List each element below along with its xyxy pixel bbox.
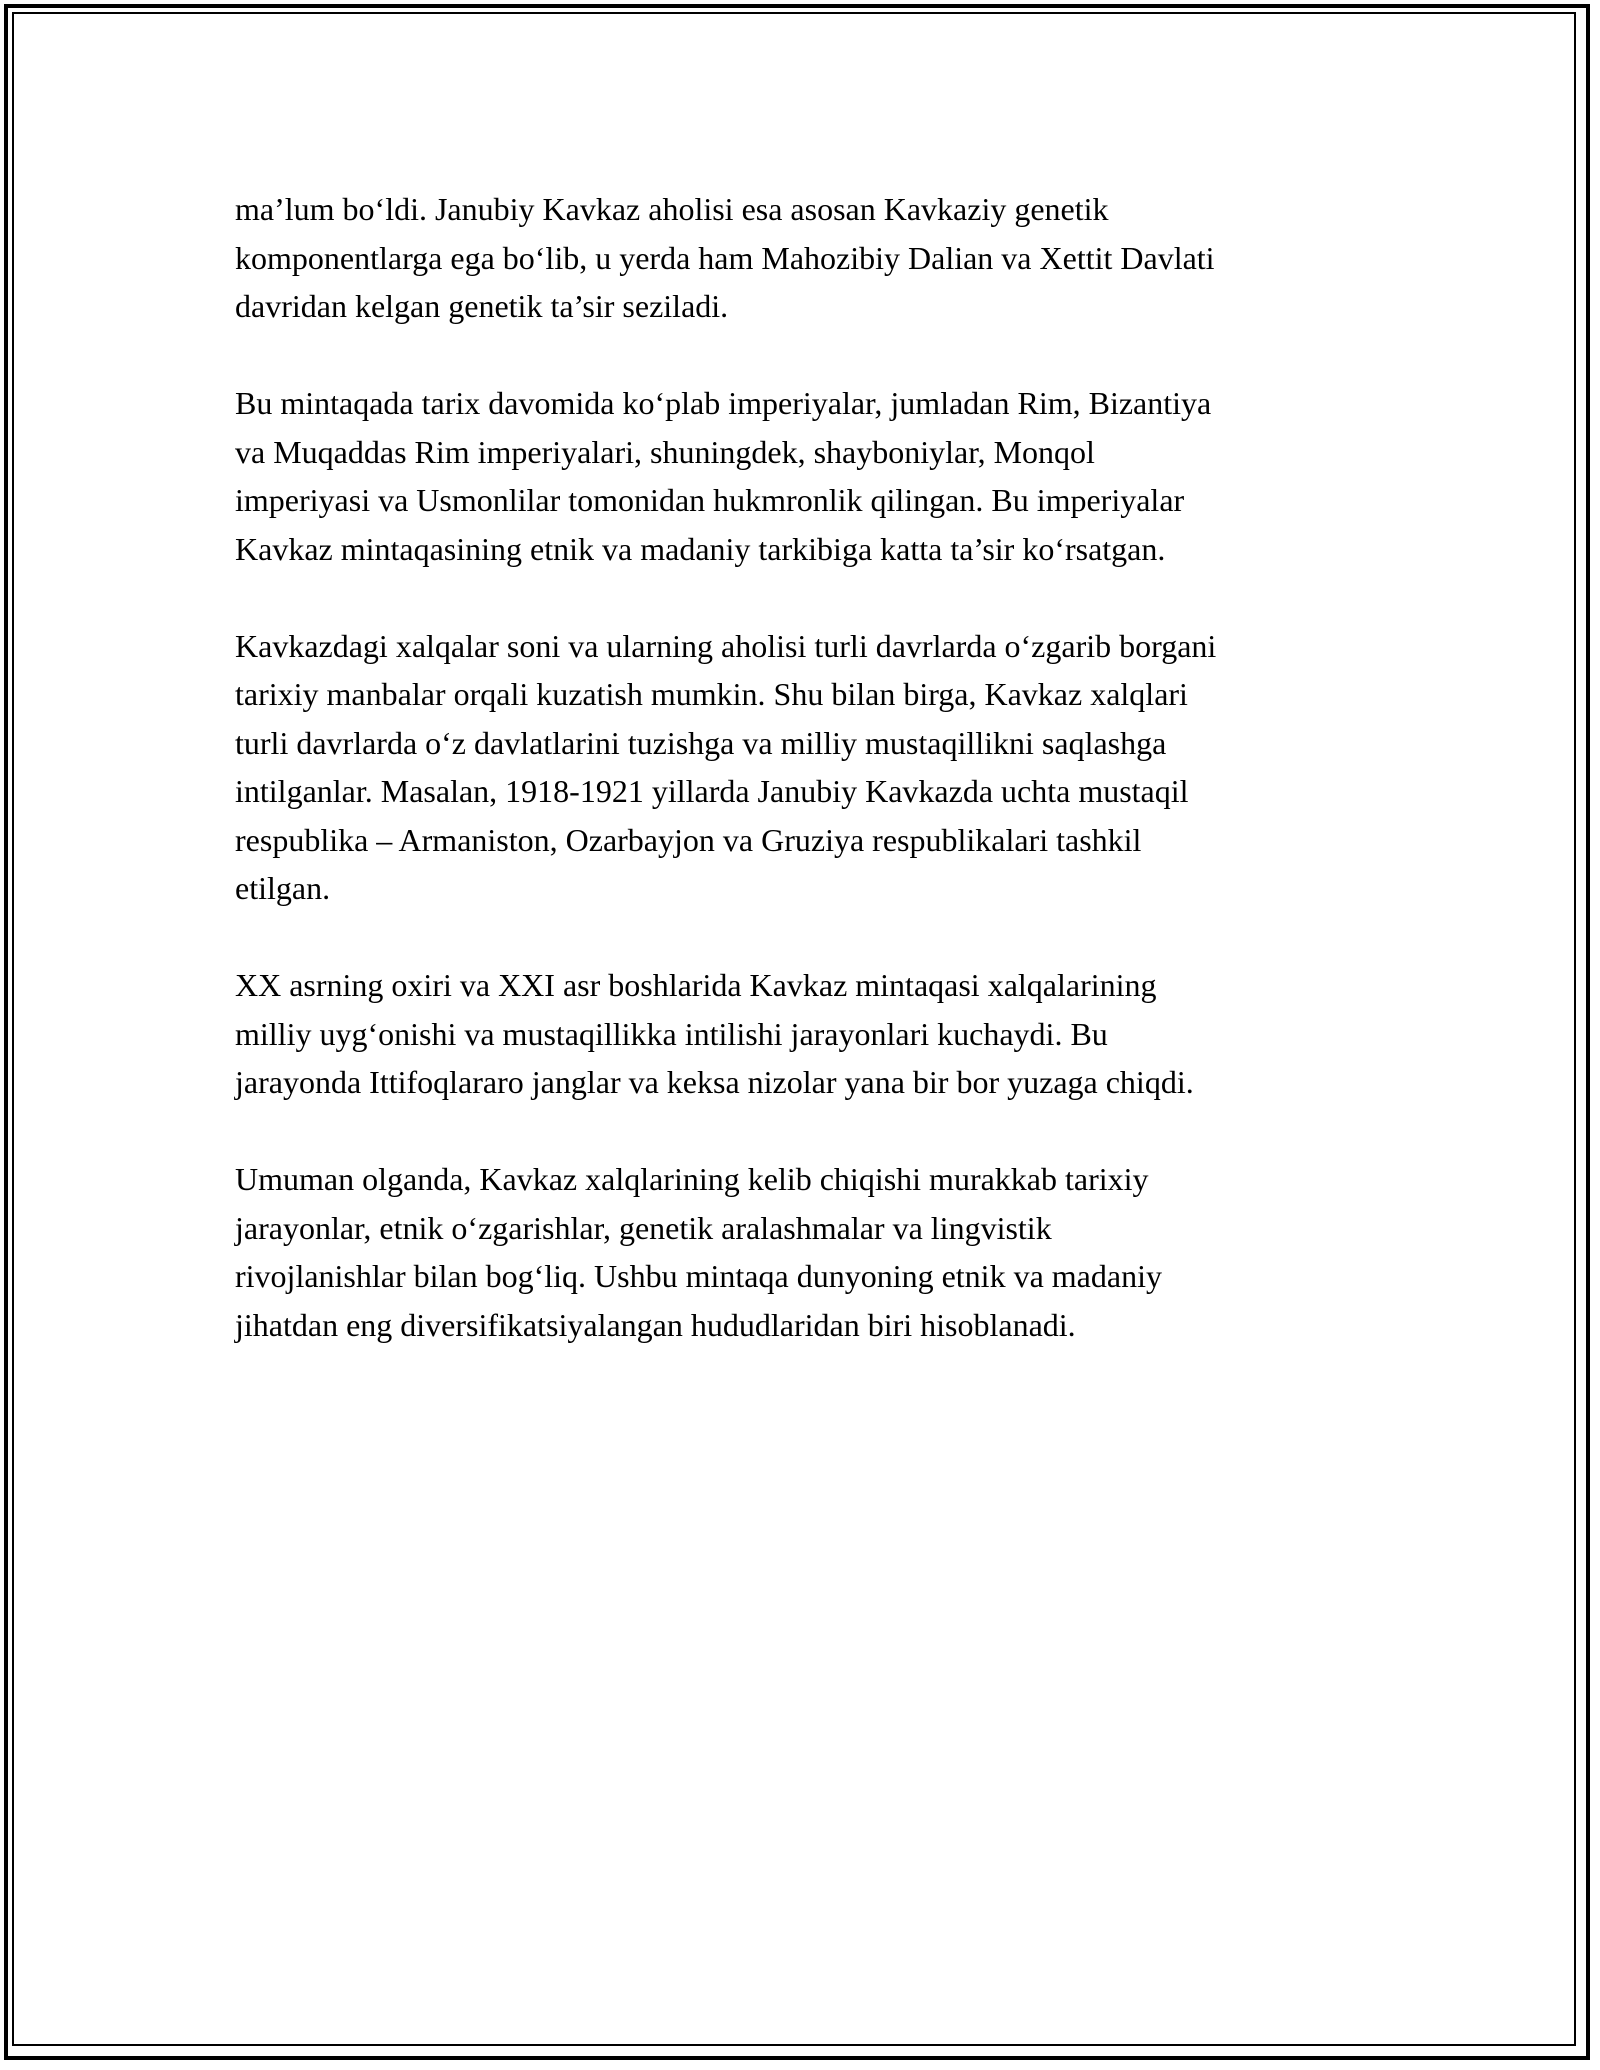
paragraph-1: ma’lum bo‘ldi. Janubiy Kavkaz aholisi esa asosan Kavkaziy genetik komponentlarga ega bo‘lib, u yerda ham Mahozibiy Dalian va Xettit Davlati davridan kelgan genetik ta’sir seziladi. — [235, 191, 1215, 324]
paragraph-2: Bu mintaqada tarix davomida ko‘plab imperiyalar, jumladan Rim, Bizantiya va Muqaddas Rim imperiyalari, shuningdek, shayboniylar, Monqol imperiyasi va Usmonlilar tomonidan hukmronlik qilingan. Bu imperiyalar Kavkaz mintaqasining etnik va madaniy tarkibiga katta ta’sir ko‘rsatgan. — [235, 385, 1212, 567]
paragraph-5: Umuman olganda, Kavkaz xalqlarining kelib chiqishi murakkab tarixiy jarayonlar, etnik o‘zgarishlar, genetik aralashmalar va lingvistik rivojlanishlar bilan bog‘liq. Ushbu mintaqa dunyoning etnik va madaniy jihatdan eng diversifikatsiyalangan hududlaridan biri hisoblanadi. — [235, 1161, 1162, 1343]
document-body — [235, 185, 1375, 1398]
paragraph-3: Kavkazdagi xalqalar soni va ularning aholisi turli davrlarda o‘zgarib borgani tarixiy manbalar orqali kuzatish mumkin. Shu bilan birga, Kavkaz xalqlari turli davrlarda o‘z davlatlarini tuzishga va milliy mustaqillikni saqlashga intilganlar. Masalan, 1918-1921 yillarda Janubiy Kavkazda uchta mustaqil respublika – Armaniston, Ozarbayjon va Gruziya respublikalari tashkil etilgan. — [235, 627, 1217, 906]
paragraph-4: XX asrning oxiri va XXI asr boshlarida Kavkaz mintaqasi xalqalarining milliy uyg‘onishi va mustaqillikka intilishi jarayonlari kuchaydi. Bu jarayonda Ittifoqlararo janglar va keksa nizolar yana bir bor yuzaga chiqdi. — [235, 967, 1194, 1100]
